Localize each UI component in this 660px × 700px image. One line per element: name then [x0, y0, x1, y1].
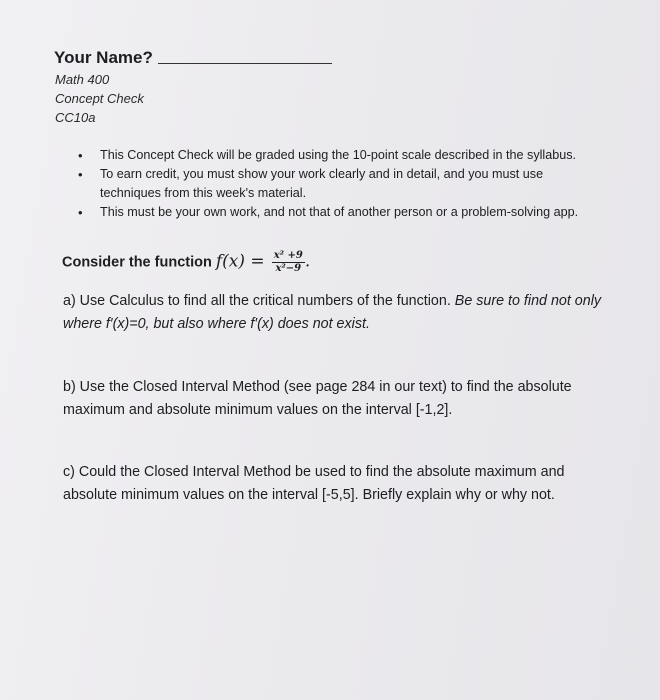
- instruction-text: This Concept Check will be graded using the 10-point scale described in the syllabus.: [100, 148, 577, 162]
- instruction-item: [78, 203, 598, 222]
- question-c: c) Could the Closed Interval Method be used to find the absolute maximum and absolute minimum values on the interval [-5,5]. Briefly explain why or why not.: [63, 464, 565, 503]
- instruction-item: [78, 165, 598, 203]
- instructions-list: [78, 146, 598, 222]
- fraction-numerator: x² +9: [273, 250, 303, 261]
- function-lead: Consider the function: [62, 254, 212, 271]
- assignment-code: CC10a: [55, 110, 96, 125]
- instruction-item: [78, 146, 598, 165]
- question-a-text: a) Use Calculus to find all the critical numbers of the function.: [63, 293, 451, 309]
- function-fraction: [272, 250, 305, 275]
- question-a-emphasis: Be sure to find not only where f′(x)=0, but also where f′(x) does not exist.: [63, 293, 602, 332]
- bullet-icon: •: [78, 205, 83, 220]
- bullet-icon: •: [78, 167, 83, 182]
- name-blank-line: [158, 63, 332, 64]
- question-a: [63, 290, 608, 336]
- function-statement: [62, 250, 310, 275]
- instruction-text: To earn credit, you must show your work clearly and in detail, and you must use techniques from this week's material.: [100, 167, 544, 200]
- question-b: b) Use the Closed Interval Method (see page 284 in our text) to find the absolute maximum and absolute minimum values on the interval [-1,2].: [63, 379, 572, 418]
- fraction-denominator: x²−9: [275, 263, 302, 274]
- function-lhs: f(x) =: [215, 251, 265, 272]
- bullet-icon: •: [78, 148, 83, 163]
- function-trail: .: [304, 251, 311, 272]
- instruction-text: This must be your own work, and not that of another person or a problem-solving app.: [100, 205, 579, 219]
- course-label: Math 400: [55, 72, 110, 87]
- assignment-label: Concept Check: [55, 91, 144, 106]
- name-label: Your Name?: [54, 48, 153, 67]
